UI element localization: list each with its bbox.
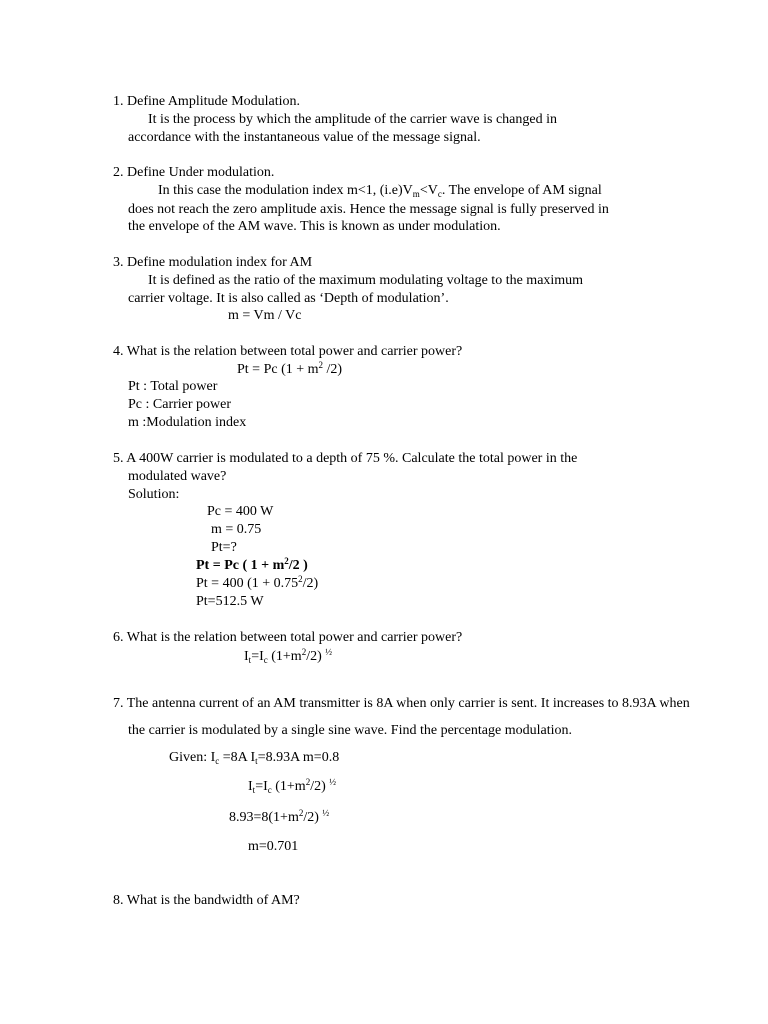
q1-answer-line2: accordance with the instantaneous value of the message signal. xyxy=(128,130,481,145)
q4-definition-pt: Pt : Total power xyxy=(128,379,218,394)
q3-answer-line1: It is defined as the ratio of the maximum modulating voltage to the maximum xyxy=(148,273,584,288)
q5-step-m: m = 0.75 xyxy=(211,522,262,537)
q7-title-line1: 7. The antenna current of an AM transmitter is 8A when only carrier is sent. It increases to 8.93A when xyxy=(113,696,690,711)
q8-title: 8. What is the bandwidth of AM? xyxy=(113,893,300,908)
q7-substitution: $8.93=8(1+m^2/2)$ $^{\frac{1}{2}}$ xyxy=(229,808,330,825)
q5-step-pc: Pc = 400 W xyxy=(207,504,274,519)
q7-formula: $I_t=I_c$ $(1+m^2/2)$ $^{\frac{1}{2}}$ xyxy=(248,777,337,795)
q1-title: 1. Define Amplitude Modulation. xyxy=(113,94,301,109)
q5-step-formula: Pt = Pc ( $1 + m^2/2$ ) xyxy=(196,556,308,573)
q5-step-result: Pt=512.5 W xyxy=(196,594,264,609)
q2-answer-line1: In this case the modulation index m<1, $(i.e)V_m<V_c$. The envelope of AM signal xyxy=(158,183,602,199)
q2-answer-line3: the envelope of the AM wave. This is known as under modulation. xyxy=(128,219,501,234)
q2-title: 2. Define Under modulation. xyxy=(113,165,275,180)
q5-step-pt: Pt=? xyxy=(211,540,237,555)
q1-answer-line1: It is the process by which the amplitude of the carrier wave is changed in xyxy=(148,112,557,127)
q5-title-line2: modulated wave? xyxy=(128,469,227,484)
q2-answer-line2: does not reach the zero amplitude axis. Hence the message signal is fully preserved in xyxy=(128,202,609,217)
q3-formula: m = Vm / Vc xyxy=(228,308,302,323)
q4-formula: Pt = Pc ($1 + m^2$ /2) xyxy=(237,360,343,377)
q3-answer-line2: carrier voltage. It is also called as ‘Depth of modulation’. xyxy=(128,291,449,306)
q5-solution-label: Solution: xyxy=(128,487,180,502)
q6-formula: $I_t=I_c$ $(1+m^2/2)$ $^{\frac{1}{2}}$ xyxy=(244,647,333,665)
q5-title-line1: 5. A 400W carrier is modulated to a depth of 75 %. Calculate the total power in the xyxy=(113,451,578,466)
q6-title: 6. What is the relation between total power and carrier power? xyxy=(113,630,463,645)
q7-given: Given: $I_c =8A$ $I_t=8.93A$ m=0.8 xyxy=(169,750,340,766)
q4-title: 4. What is the relation between total power and carrier power? xyxy=(113,344,463,359)
q4-definition-m: m :Modulation index xyxy=(128,415,247,430)
q7-result: m=0.701 xyxy=(248,839,299,854)
q7-title-line2: the carrier is modulated by a single sine wave. Find the percentage modulation. xyxy=(128,723,572,738)
q5-step-substitute: Pt = 400 $(1 + 0.75^2/2)$ xyxy=(196,574,319,591)
q3-title: 3. Define modulation index for AM xyxy=(113,255,313,270)
q4-definition-pc: Pc : Carrier power xyxy=(128,397,232,412)
